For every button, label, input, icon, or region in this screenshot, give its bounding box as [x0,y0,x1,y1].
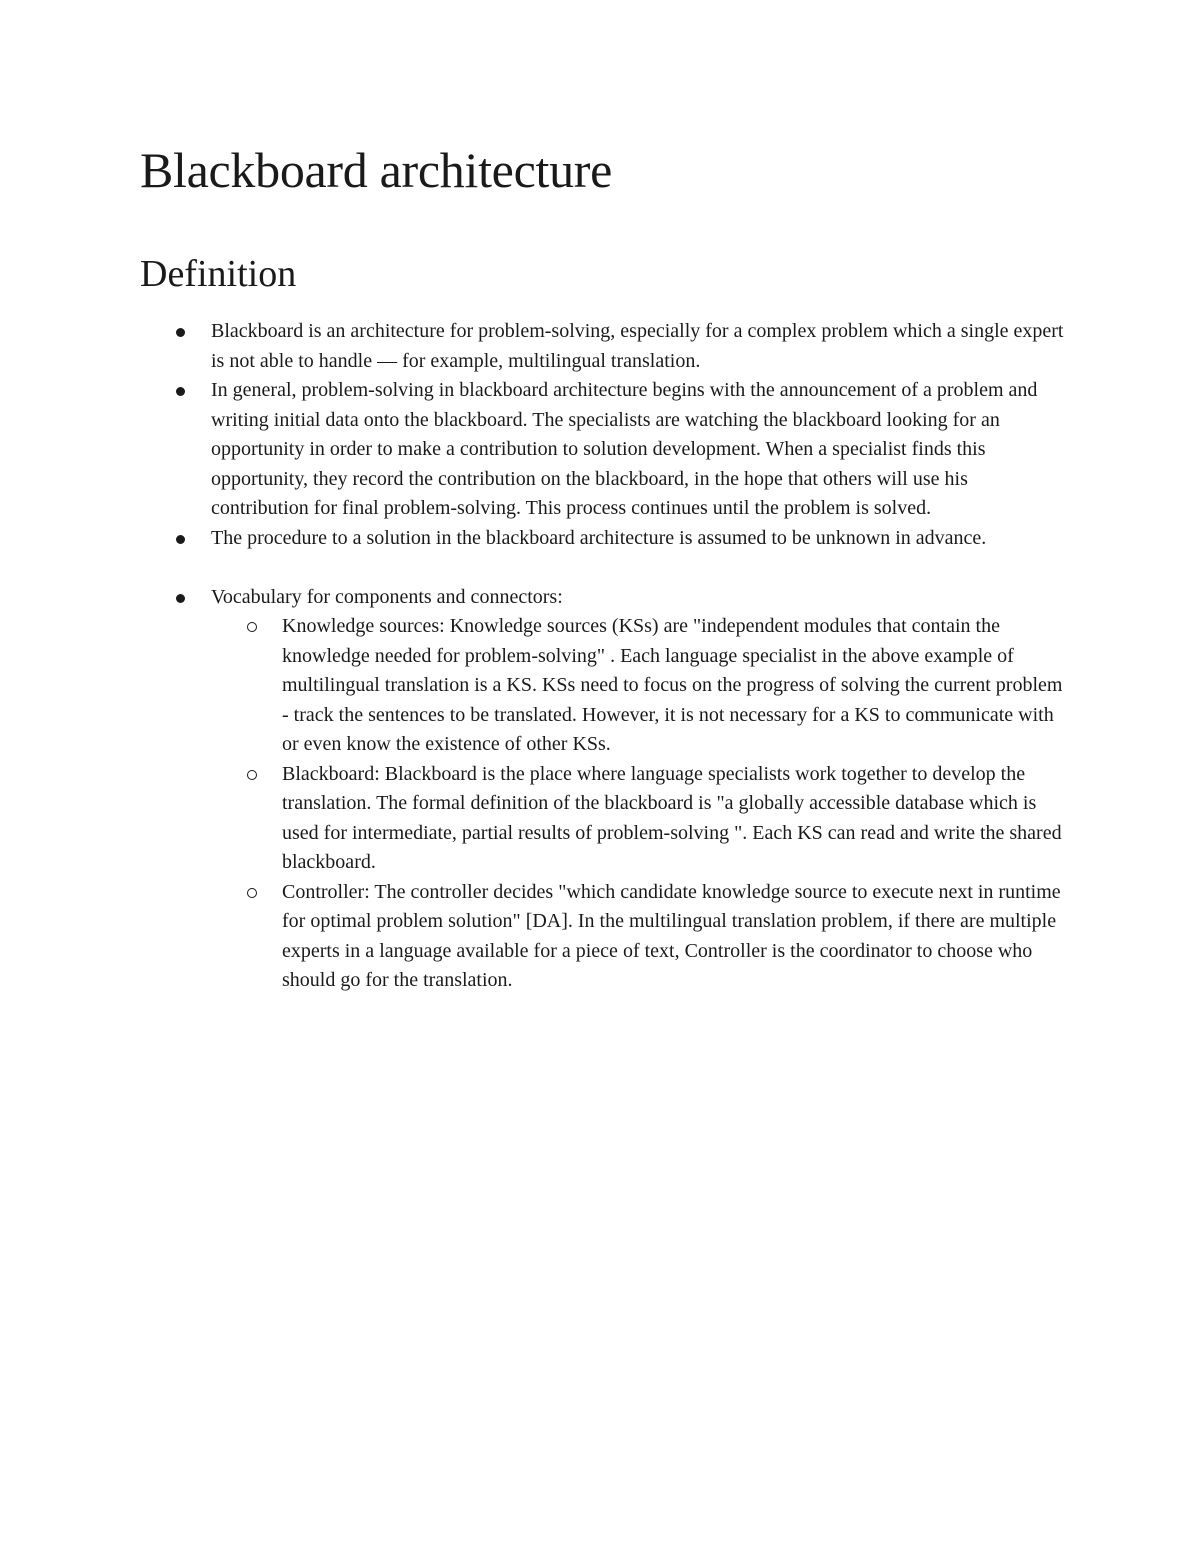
bullet-circle-icon [247,770,257,780]
bullet-circle-icon [247,888,257,898]
definition-bullet-list [140,317,1070,996]
vocabulary-intro: Vocabulary for components and connectors: [211,585,563,608]
bullet-item [140,524,1070,554]
bullet-dot-icon [176,594,185,603]
document-title: Blackboard architecture [140,142,613,198]
sub-bullet-text: Controller: The controller decides "which candidate knowledge source to execute next in runtime for optimal problem solution" [DA]. In the multilingual translation problem, if there are multiple experts in a language available for a piece of text, Controller is the coordinator to choose who should go for the translation. [282,880,1061,991]
bullet-text: The procedure to a solution in the blackboard architecture is assumed to be unknown in advance. [211,526,987,549]
sub-bullet-text: Blackboard: Blackboard is the place where language specialists work together to develop the translation. The formal definition of the blackboard is "a globally accessible database which is used for intermediate, partial results of problem-solving ". Each KS can read and write the shared blackboard. [282,762,1062,873]
section-heading-definition: Definition [140,253,297,295]
sub-bullet-item-blackboard [211,760,1070,878]
bullet-dot-icon [176,535,185,544]
bullet-dot-icon [176,328,185,337]
bullet-text: Blackboard is an architecture for problem-solving, especially for a complex problem which a single expert is not able to handle — for example, multilingual translation. [211,320,1064,372]
bullet-circle-icon [247,622,257,632]
bullet-dot-icon [176,387,185,396]
sub-bullet-item-controller [211,878,1070,996]
bullet-item [140,376,1070,524]
bullet-text: In general, problem-solving in blackboard architecture begins with the announcement of a problem and writing initial data onto the blackboard. The specialists are watching the blackboard looking for an opportunity in order to make a contribution to solution development. When a specialist finds this opportunity, they record the contribution on the blackboard, in the hope that others will use his contribution for final problem-solving. This process continues until the problem is solved. [211,379,1038,519]
definition-content [140,317,1070,996]
bullet-item [140,317,1070,376]
sub-bullet-item-knowledge-sources [211,612,1070,760]
sub-bullet-text: Knowledge sources: Knowledge sources (KSs) are "independent modules that contain the knowledge needed for problem-solving" . Each language specialist in the above example of multilingual translation is a KS. KSs need to focus on the progress of solving the current problem - track the sentences to be translated. However, it is not necessary for a KS to communicate with or even know the existence of other KSs. [282,615,1063,755]
vocabulary-sub-list [211,612,1070,996]
bullet-item-vocabulary [140,583,1070,996]
